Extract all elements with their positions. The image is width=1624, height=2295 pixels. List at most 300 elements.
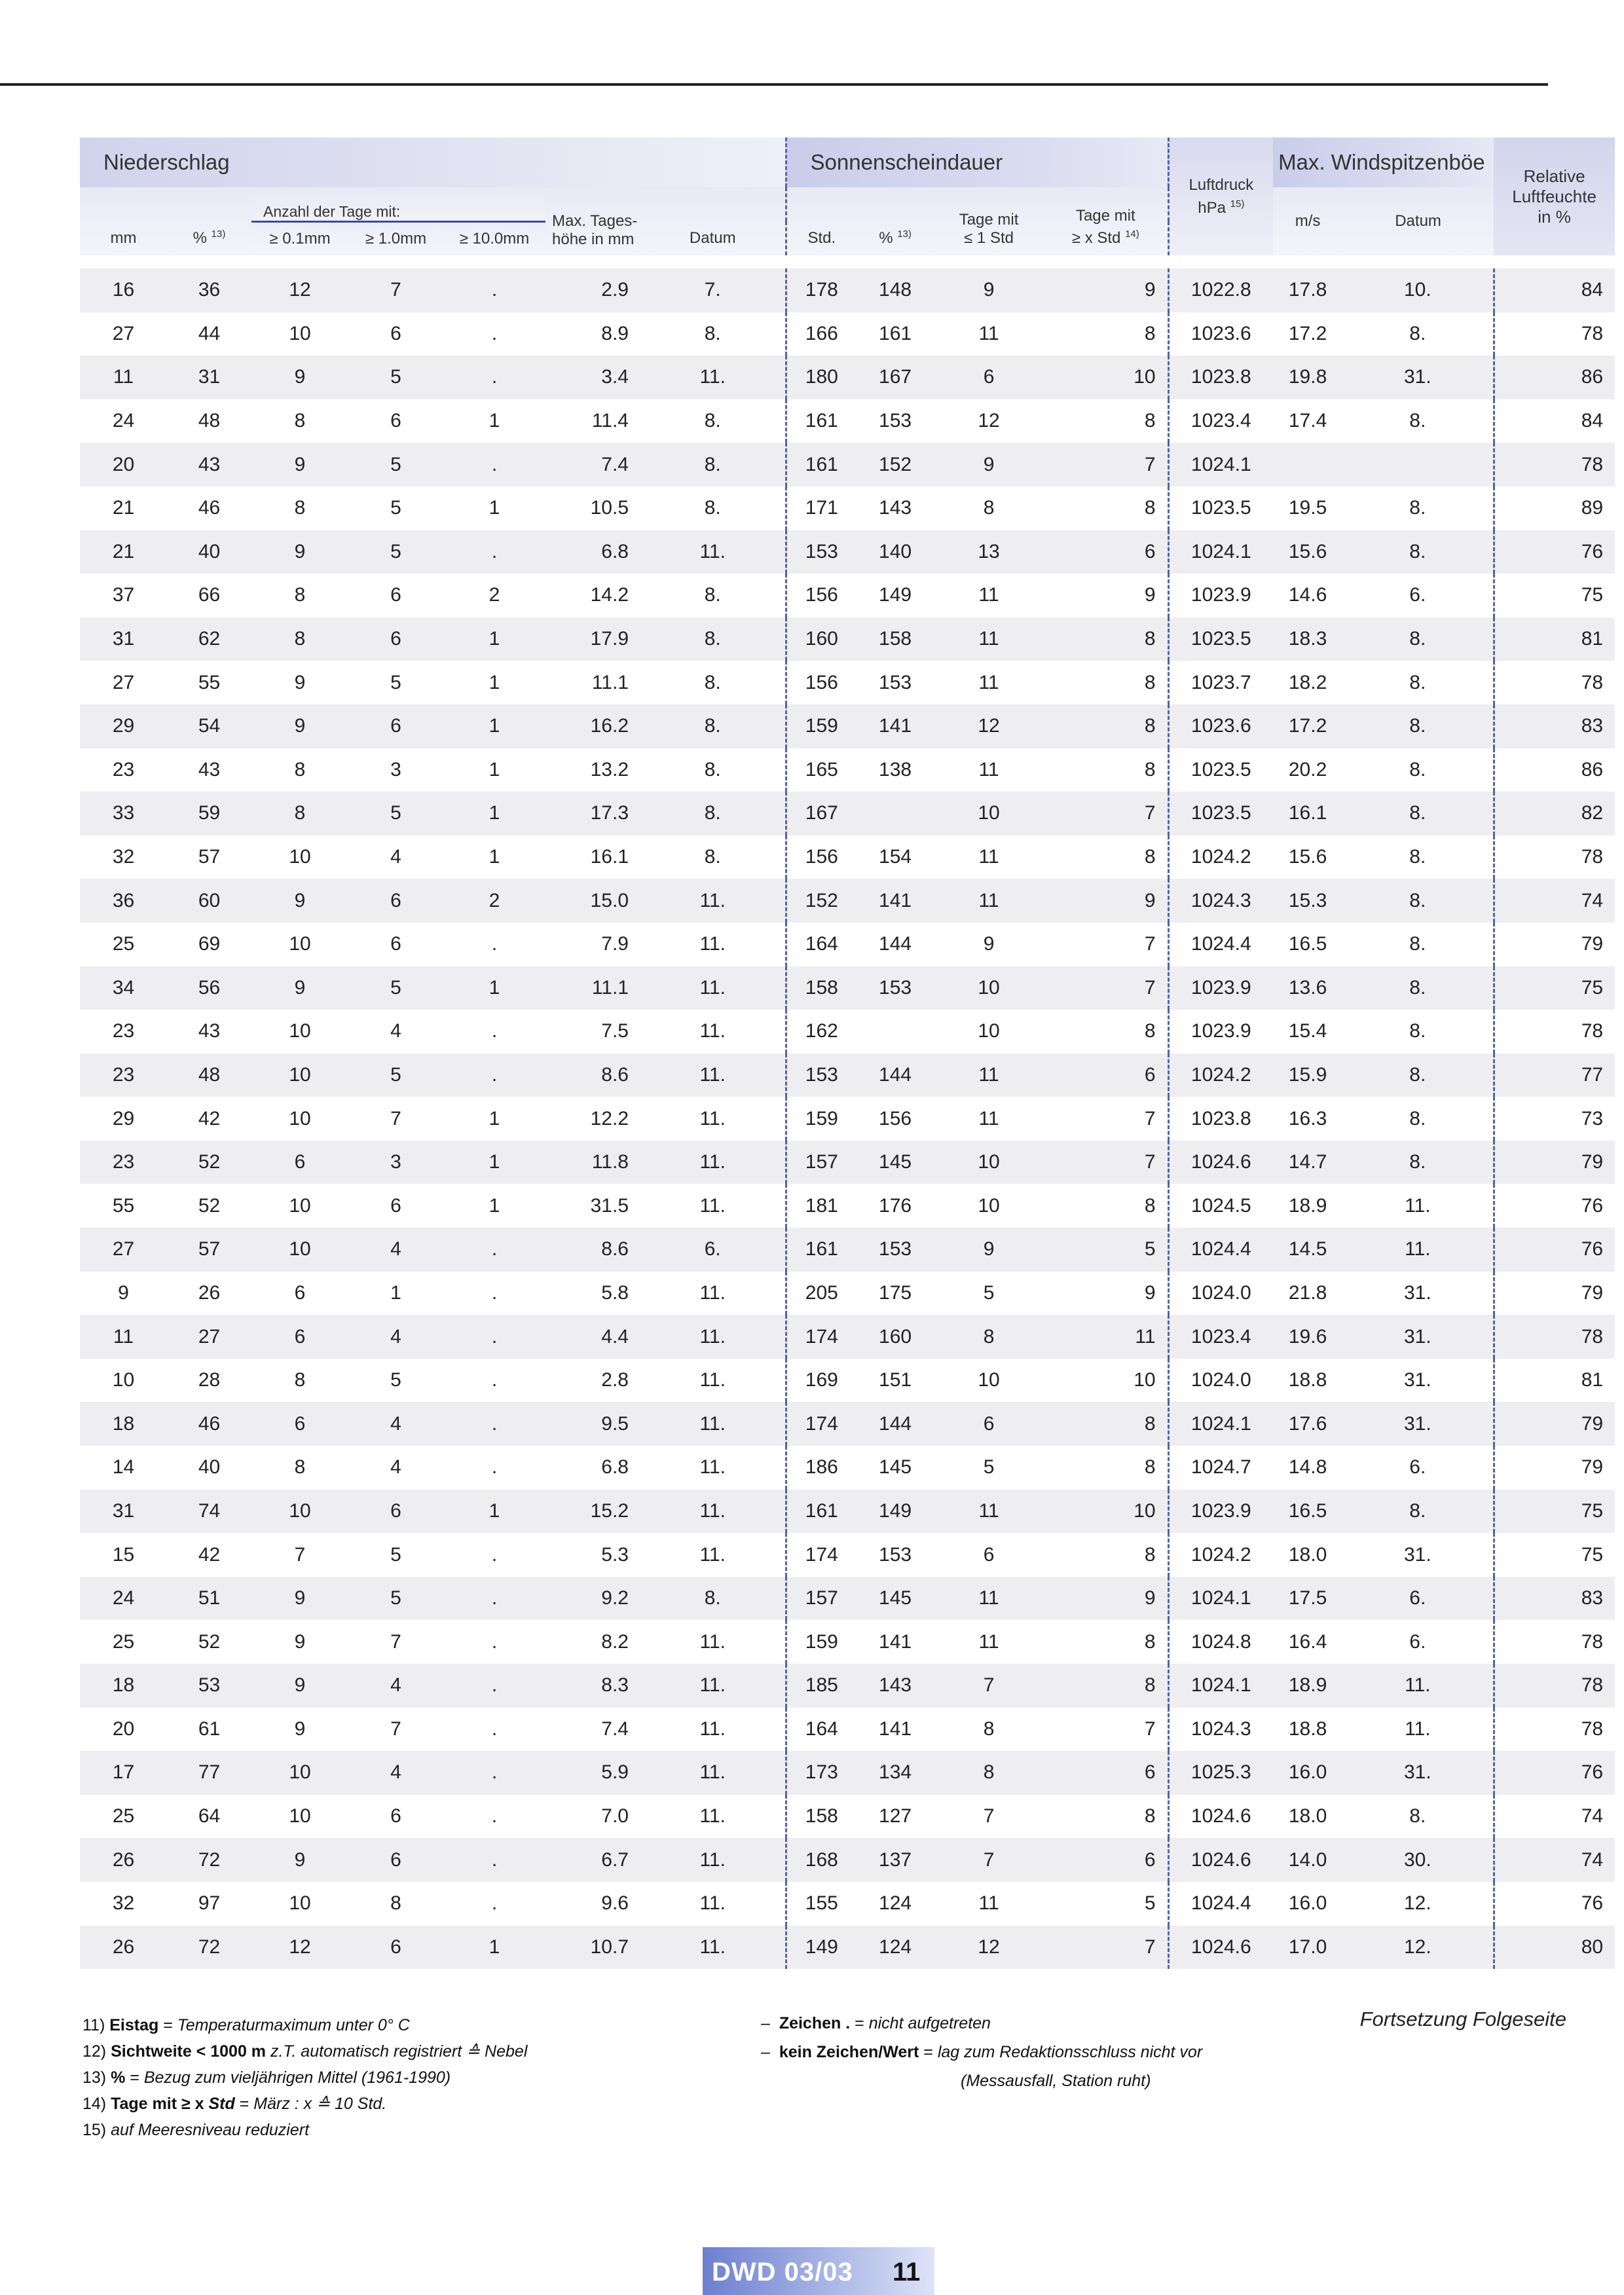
table-cell: 9 [1044,268,1168,312]
table-cell: 134 [857,1751,934,1795]
table-cell: 159 [786,1097,857,1141]
rel-label-3: in % [1538,206,1571,227]
table-cell: 11. [640,1359,786,1403]
table-cell: 153 [857,1228,934,1272]
table-cell: 8. [640,487,786,530]
climate-table [80,138,1615,1969]
table-cell: 24 [80,399,167,443]
table-cell: . [443,1708,545,1752]
table-cell: 161 [786,1228,857,1272]
table-cell: 8. [1342,879,1494,923]
table-cell: 1 [443,487,545,530]
table-cell: 186 [786,1446,857,1490]
table-cell: 11. [640,530,786,574]
table-cell: 11. [1342,1184,1494,1228]
table-cell: 14.6 [1273,574,1342,617]
table-cell: 8. [640,792,786,835]
table-cell: 4.4 [545,1315,640,1359]
table-cell: 8 [251,399,348,443]
table-cell: 1 [443,661,545,705]
table-cell: 164 [786,923,857,966]
table-cell: 8. [1342,1490,1494,1533]
table-cell: 4 [348,1228,443,1272]
table-cell: 11 [934,835,1044,879]
table-cell: 6 [348,705,443,748]
table-row [80,835,1615,879]
table-cell: 124 [857,1882,934,1926]
table-cell: 10 [1044,1359,1168,1403]
table-cell: 11 [934,1490,1044,1533]
table-cell: 156 [857,1097,934,1141]
table-cell: 57 [167,1228,251,1272]
header-rel-feuchte [1494,138,1615,255]
table-cell: 185 [786,1664,857,1708]
table-cell: 11. [640,1097,786,1141]
table-cell: 30. [1342,1838,1494,1882]
table-cell: 19.6 [1273,1315,1342,1359]
table-cell: 1024.1 [1168,1402,1273,1446]
rel-label-1: Relative [1523,166,1585,186]
table-cell: 11 [934,1577,1044,1621]
table-cell: 153 [786,1054,857,1097]
luftdruck-label: Luftdruck [1189,176,1254,194]
table-cell: 84 [1494,268,1615,312]
table-cell: 78 [1494,1708,1615,1752]
table-cell: 17.0 [1273,1926,1342,1970]
table-cell: 11. [640,1751,786,1795]
table-cell: 86 [1494,356,1615,399]
table-cell: 46 [167,1402,251,1446]
table-cell: 11. [640,1838,786,1882]
table-cell: 1024.6 [1168,1141,1273,1184]
table-cell: 27 [167,1315,251,1359]
table-cell: 2.9 [545,268,640,312]
table-cell: 17.3 [545,792,640,835]
table-cell: 4 [348,1315,443,1359]
table-cell: . [443,1882,545,1926]
table-cell: 5 [348,1359,443,1403]
table-cell: 10 [1044,1490,1168,1533]
table-cell: 11. [640,1010,786,1054]
table-cell: 1023.9 [1168,1010,1273,1054]
table-cell: 31. [1342,356,1494,399]
table-cell: 1023.8 [1168,356,1273,399]
table-cell: 55 [80,1184,167,1228]
table-cell: 12 [934,705,1044,748]
table-row [80,1272,1615,1315]
table-cell: 17.6 [1273,1402,1342,1446]
table-cell: 156 [786,574,857,617]
table-cell: 80 [1494,1926,1615,1970]
table-cell: 159 [786,705,857,748]
table-cell: 19.5 [1273,487,1342,530]
table-cell: 153 [857,399,934,443]
table-cell: 5 [348,792,443,835]
table-cell: 144 [857,923,934,966]
table-cell: 9 [934,443,1044,487]
table-cell: 161 [786,399,857,443]
table-row [80,966,1615,1010]
table-cell: 31. [1342,1359,1494,1403]
table-cell: 7 [1044,923,1168,966]
table-cell: 6 [251,1272,348,1315]
table-cell: 11. [640,966,786,1010]
table-cell: 8. [1342,923,1494,966]
table-cell: 3 [348,1141,443,1184]
table-cell: 16.4 [1273,1620,1342,1664]
table-cell: 1024.2 [1168,1054,1273,1097]
table-cell: 8. [640,617,786,661]
table-cell: 9 [80,1272,167,1315]
table-cell: . [443,1533,545,1577]
table-cell: 8 [1044,705,1168,748]
table-cell: 21 [80,487,167,530]
table-cell: 6 [348,879,443,923]
table-cell: 11 [934,312,1044,356]
table-cell: 81 [1494,617,1615,661]
table-cell: 31 [167,356,251,399]
table-cell: 5.3 [545,1533,640,1577]
table-row [80,268,1615,312]
table-cell: 11 [934,748,1044,792]
table-cell: 9.5 [545,1402,640,1446]
table-cell: 8 [251,487,348,530]
footnote-15: 15) auf Meeresniveau reduziert [83,2121,310,2139]
table-cell: 61 [167,1708,251,1752]
table-row [80,399,1615,443]
table-row [80,1228,1615,1272]
table-cell: 77 [1494,1054,1615,1097]
table-cell: 141 [857,879,934,923]
table-cell: 57 [167,835,251,879]
table-body [80,268,1615,1969]
table-cell: 1023.9 [1168,1490,1273,1533]
header-tage-le1 [934,187,1044,255]
table-cell: 11 [934,617,1044,661]
table-cell: 173 [786,1751,857,1795]
header-wind-datum: Datum [1342,187,1494,255]
table-cell: 1024.6 [1168,1838,1273,1882]
table-cell: 76 [1494,1751,1615,1795]
table-cell: 1023.7 [1168,661,1273,705]
table-cell: 1023.8 [1168,1097,1273,1141]
table-cell: 11.1 [545,661,640,705]
table-row [80,1751,1615,1795]
table-cell: 7 [1044,1926,1168,1970]
table-cell: 1024.7 [1168,1446,1273,1490]
table-cell: . [443,1054,545,1097]
table-cell: 8 [251,792,348,835]
table-cell: 17.8 [1273,268,1342,312]
table-cell: 7 [1044,1708,1168,1752]
table-row [80,1184,1615,1228]
table-cell: 64 [167,1795,251,1839]
table-cell: 89 [1494,487,1615,530]
table-cell: 8 [934,1315,1044,1359]
table-cell: 36 [80,879,167,923]
table-row [80,1402,1615,1446]
table-cell: 17 [80,1751,167,1795]
table-cell: 10 [251,1795,348,1839]
table-cell: 8. [1342,748,1494,792]
table-cell: 10 [934,1184,1044,1228]
table-cell: . [443,1577,545,1621]
header-anzahl-tage: Anzahl der Tage mit: [251,187,545,221]
table-cell: 141 [857,1708,934,1752]
table-cell: 10 [934,792,1044,835]
table-cell: 6 [348,1838,443,1882]
table-cell: 6 [348,1184,443,1228]
table-cell: 11 [80,356,167,399]
table-cell: 11 [934,574,1044,617]
header-ms: m/s [1273,187,1342,255]
table-cell: 5.8 [545,1272,640,1315]
table-cell: 10 [251,1751,348,1795]
header-max-tages [545,187,640,255]
table-cell: 79 [1494,1272,1615,1315]
table-cell: 6 [348,312,443,356]
table-cell: 6 [934,356,1044,399]
table-cell: 143 [857,1664,934,1708]
table-cell: 6 [1044,530,1168,574]
table-cell: 7 [348,1708,443,1752]
table-cell: 8. [1342,399,1494,443]
table-cell: 160 [857,1315,934,1359]
table-cell: 1024.1 [1168,1577,1273,1621]
table-cell: 13.6 [1273,966,1342,1010]
table-cell: 78 [1494,443,1615,487]
top-rule [0,83,1548,86]
table-cell: 79 [1494,1402,1615,1446]
table-cell: 10 [251,1184,348,1228]
table-cell: 9 [251,1708,348,1752]
table-cell: 9.2 [545,1577,640,1621]
table-cell: 141 [857,705,934,748]
table-cell: 6. [1342,1446,1494,1490]
header-sun-pct [857,187,934,255]
table-cell: 7 [348,1097,443,1141]
table-cell: 9.6 [545,1882,640,1926]
table-cell: 1025.3 [1168,1751,1273,1795]
table-cell: 152 [786,879,857,923]
table-cell: 9 [1044,574,1168,617]
table-cell: 29 [80,705,167,748]
table-row [80,617,1615,661]
table-cell: 51 [167,1577,251,1621]
table-cell: 1024.1 [1168,530,1273,574]
table-cell: 169 [786,1359,857,1403]
table-cell: 6 [251,1315,348,1359]
table-cell: 1024.5 [1168,1184,1273,1228]
table-cell: 7 [348,268,443,312]
table-cell: . [443,1664,545,1708]
table-cell: 7 [1044,966,1168,1010]
header-ge100: ≥ 10.0mm [443,221,545,255]
table-cell: 2 [443,574,545,617]
table-cell: 15.2 [545,1490,640,1533]
table-cell: 8. [1342,1141,1494,1184]
table-cell [1342,443,1494,487]
table-cell: 9 [251,1620,348,1664]
max-tages-2: höhe in mm [552,230,635,248]
table-cell: 16.2 [545,705,640,748]
table-cell: 18.8 [1273,1359,1342,1403]
table-cell: 6. [1342,1577,1494,1621]
table-cell: 8. [640,399,786,443]
table-cell: 8. [640,1577,786,1621]
table-row [80,923,1615,966]
table-cell: 12. [1342,1882,1494,1926]
table-cell: 178 [786,268,857,312]
table-cell: 138 [857,748,934,792]
table-cell: 10 [934,1141,1044,1184]
table-cell: 44 [167,312,251,356]
table-cell: 10 [251,1010,348,1054]
table-cell: 174 [786,1315,857,1359]
table-cell: 25 [80,1795,167,1839]
table-cell: 79 [1494,1141,1615,1184]
table-cell: 5 [348,966,443,1010]
table-cell: 1 [443,1097,545,1141]
table-cell: . [443,1315,545,1359]
table-cell: 6 [251,1402,348,1446]
table-cell: 1024.0 [1168,1359,1273,1403]
table-cell: 31 [80,617,167,661]
table-cell: 11. [640,1315,786,1359]
table-cell: 15.0 [545,879,640,923]
table-cell: 8 [1044,1402,1168,1446]
table-cell: 8. [1342,1010,1494,1054]
footnote-13: 13) % = Bezug zum vieljährigen Mittel (1961-1990) [83,2068,451,2087]
table-cell: 8 [1044,1620,1168,1664]
table-cell: 53 [167,1664,251,1708]
header-tage-gex [1044,187,1168,255]
table-cell: 12 [934,1926,1044,1970]
table-cell: 137 [857,1838,934,1882]
table-cell: 18.0 [1273,1795,1342,1839]
table-cell: 1 [443,1141,545,1184]
table-cell: 7.0 [545,1795,640,1839]
table-cell: 1022.8 [1168,268,1273,312]
table-cell: 124 [857,1926,934,1970]
table-cell: 1 [443,399,545,443]
table-cell: 10 [251,835,348,879]
table-cell: 74 [1494,1795,1615,1839]
table-cell: 32 [80,1882,167,1926]
table-cell: 3 [348,748,443,792]
table-cell: 5.9 [545,1751,640,1795]
table-cell: 5 [348,661,443,705]
table-cell: 6 [251,1141,348,1184]
table-cell: 7 [934,1664,1044,1708]
table-row [80,748,1615,792]
table-cell: . [443,1359,545,1403]
table-cell: 12. [1342,1926,1494,1970]
table-cell: 79 [1494,1446,1615,1490]
table-cell: 5 [348,443,443,487]
table-cell: 11. [1342,1228,1494,1272]
footnote-12: 12) Sichtweite < 1000 m z.T. automatisch registriert ≙ Nebel [83,2042,528,2061]
table-cell: 78 [1494,1664,1615,1708]
table-cell: 18.9 [1273,1184,1342,1228]
table-cell: 16.1 [1273,792,1342,835]
table-cell: 8. [1342,617,1494,661]
table-cell: 78 [1494,661,1615,705]
table-cell: 8. [1342,1097,1494,1141]
table-cell: 78 [1494,835,1615,879]
table-row [80,530,1615,574]
table-cell: 1 [443,617,545,661]
table-cell: 8. [1342,705,1494,748]
table-cell: 145 [857,1446,934,1490]
table-cell: 14.5 [1273,1228,1342,1272]
table-cell: 162 [786,1010,857,1054]
table-cell: 6 [1044,1838,1168,1882]
table-cell: 1 [443,1926,545,1970]
table-cell: 158 [857,617,934,661]
table-cell: 6 [934,1533,1044,1577]
table-cell: 83 [1494,705,1615,748]
table-cell: 8 [1044,312,1168,356]
table-row [80,1664,1615,1708]
table-cell: 8 [1044,1795,1168,1839]
table-cell: 18.9 [1273,1664,1342,1708]
table-cell: 165 [786,748,857,792]
table-cell: 24 [80,1577,167,1621]
table-cell: 18.8 [1273,1708,1342,1752]
table-row [80,1490,1615,1533]
table-cell: 31. [1342,1315,1494,1359]
legend-zeichen: – Zeichen . = nicht aufgetreten [761,2014,991,2032]
table-cell: 83 [1494,1577,1615,1621]
table-cell: 10. [1342,268,1494,312]
table-cell: 11.4 [545,399,640,443]
table-cell: 21.8 [1273,1272,1342,1315]
table-row [80,1097,1615,1141]
table-cell: 15.9 [1273,1054,1342,1097]
table-cell: 8. [640,748,786,792]
table-cell: 37 [80,574,167,617]
table-row [80,1620,1615,1664]
table-cell: 27 [80,312,167,356]
table-cell: 161 [786,1490,857,1533]
table-cell [857,1010,934,1054]
table-cell: 11 [934,661,1044,705]
table-cell: 167 [786,792,857,835]
table-cell: 5 [1044,1228,1168,1272]
table-cell: 6.8 [545,530,640,574]
table-cell: 9 [934,1228,1044,1272]
table-cell: 1023.4 [1168,1315,1273,1359]
table-cell: 16.0 [1273,1751,1342,1795]
table-cell: 174 [786,1402,857,1446]
pct-note: 13) [211,229,226,240]
max-tages-1: Max. Tages- [552,212,638,230]
table-cell: 161 [857,312,934,356]
table-cell: 36 [167,268,251,312]
table-cell: 1023.5 [1168,748,1273,792]
table-cell: 8. [640,312,786,356]
table-cell: 9 [1044,879,1168,923]
table-cell: 48 [167,1054,251,1097]
table-cell: 154 [857,835,934,879]
table-cell: 6 [934,1402,1044,1446]
table-row [80,879,1615,923]
table-cell: 6 [1044,1054,1168,1097]
table-cell: 18 [80,1402,167,1446]
table-cell: 10 [251,1097,348,1141]
table-cell: 10 [251,923,348,966]
